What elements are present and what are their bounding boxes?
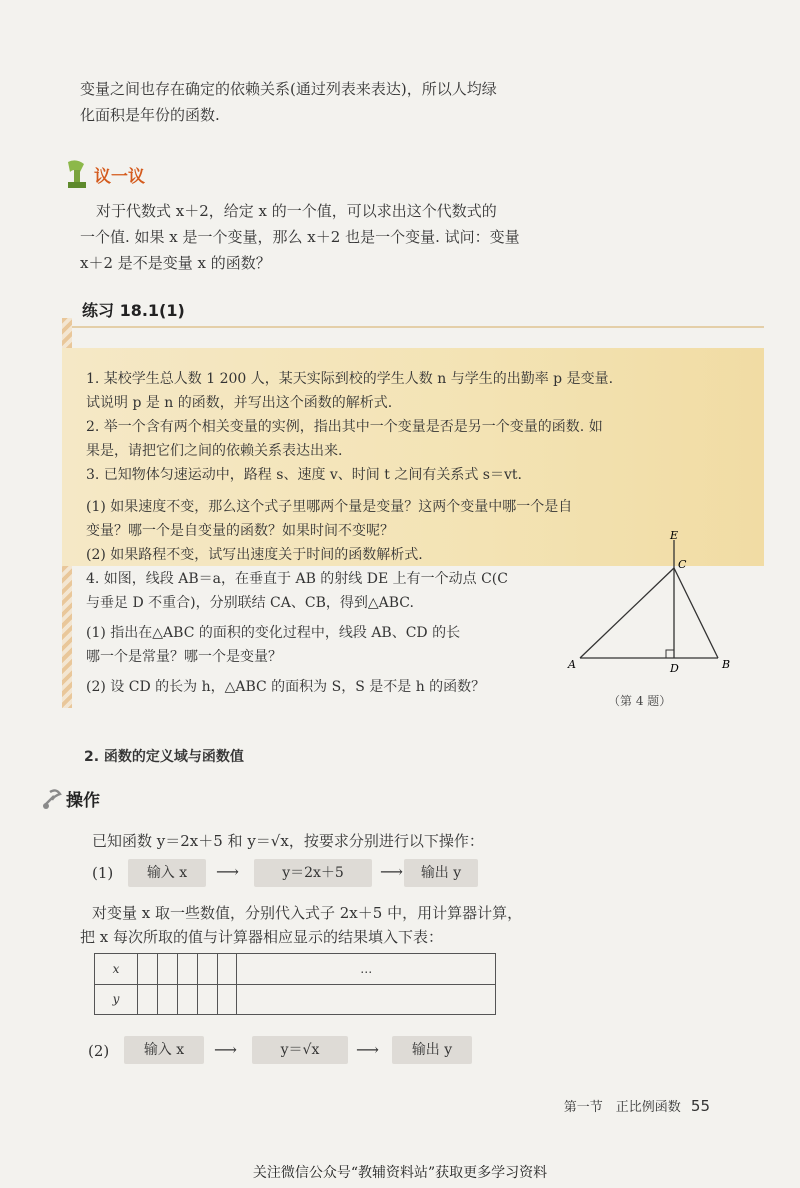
exercise-line-9: 4. 如图，线段 AB＝a，在垂直于 AB 的射线 DE 上有一个动点 C(C [86, 571, 508, 587]
page-number: 55 [690, 1097, 710, 1115]
intro-line-2: 化面积是年份的函数. [80, 106, 220, 124]
label-d: D [670, 662, 679, 675]
exercise-title: 练习 18.1(1) [82, 301, 185, 320]
intro-line-1: 变量之间也存在确定的依赖关系(通过列表来表达)，所以人均绿 [80, 80, 497, 98]
exercise-line-6: (1) 如果速度不变，那么这个式子里哪两个量是变量？这两个变量中哪一个是自 [86, 499, 573, 515]
table-cell[interactable] [217, 954, 237, 985]
flow1-function-box: y＝2x＋5 [254, 859, 372, 887]
table-cell[interactable] [157, 984, 177, 1015]
flow2-output-box: 输出 y [392, 1036, 472, 1064]
triangle-figure [566, 530, 746, 680]
segment-ca [580, 568, 674, 658]
flow2-function-box: y＝√x [252, 1036, 348, 1064]
flow1-arrow-1: ⟶ [216, 862, 239, 881]
footer-section: 第一节 正比例函数 [563, 1100, 681, 1115]
discuss-line-1: 对于代数式 x＋2，给定 x 的一个值，可以求出这个代数式的 [96, 202, 497, 220]
exercise-line-3: 2. 举一个含有两个相关变量的实例，指出其中一个变量是否是另一个变量的函数. 如 [86, 419, 603, 435]
exercise-line-1: 1. 某校学生总人数 1 200 人，某天实际到校的学生人数 n 与学生的出勤率 p 是变量. [86, 371, 614, 387]
exercise-line-7: 变量？哪一个是自变量的函数？如果时间不变呢？ [86, 523, 394, 539]
exercise-line-5: 3. 已知物体匀速运动中，路程 s、速度 v、时间 t 之间有关系式 s＝vt. [86, 467, 522, 483]
table-row [95, 954, 496, 985]
section-2-title: 2. 函数的定义域与函数值 [84, 749, 244, 765]
table-row [95, 984, 496, 1015]
exercise-line-13: (2) 设 CD 的长为 h，△ABC 的面积为 S，S 是不是 h 的函数？ [86, 679, 486, 695]
discuss-heading [62, 158, 242, 194]
operation-intro: 已知函数 y＝2x＋5 和 y＝√x，按要求分别进行以下操作： [92, 832, 484, 850]
flow2-arrow-1: ⟶ [214, 1040, 237, 1059]
operation-title: 操作 [66, 791, 100, 811]
discuss-title: 议一议 [94, 167, 145, 187]
flow1-output-box: 输出 y [404, 859, 478, 887]
table-cell[interactable] [138, 984, 158, 1015]
table-cell[interactable] [177, 984, 197, 1015]
exercise-line-4: 果是，请把它们之间的依赖关系表达出来. [86, 443, 343, 459]
table-cell[interactable] [237, 984, 496, 1015]
value-table [94, 953, 496, 1015]
figure-caption: （第 4 题） [608, 694, 672, 708]
flow2-input-box: 输入 x [124, 1036, 204, 1064]
label-a: A [568, 658, 576, 671]
flow1-arrow-2: ⟶ [380, 862, 403, 881]
table-cell[interactable] [197, 954, 217, 985]
label-c: C [678, 558, 687, 571]
watermark-text: 关注微信公众号“教辅资料站”获取更多学习资料 [252, 1165, 548, 1181]
exercise-line-12: 哪一个是常量？哪一个是变量？ [86, 649, 282, 665]
flow1-input-box: 输入 x [128, 859, 206, 887]
discuss-icon [62, 158, 92, 192]
table-cell[interactable] [197, 984, 217, 1015]
table-cell[interactable] [138, 954, 158, 985]
flow1-number: (1) [92, 864, 114, 882]
operation-icon [40, 786, 66, 812]
exercise-line-8: (2) 如果路程不变，试写出速度关于时间的函数解析式. [86, 547, 423, 563]
flow2-arrow-2: ⟶ [356, 1040, 379, 1059]
table-cell[interactable] [177, 954, 197, 985]
table-cell[interactable] [157, 954, 177, 985]
operation-para-1: 对变量 x 取一些数值，分别代入式子 2x＋5 中，用计算器计算， [92, 904, 523, 922]
table-y-label: y [95, 984, 138, 1015]
right-angle-mark [666, 650, 674, 658]
segment-cb [674, 568, 718, 658]
page-footer [564, 1096, 710, 1115]
discuss-line-3: x＋2 是不是变量 x 的函数？ [80, 254, 271, 272]
exercise-line-2: 试说明 p 是 n 的函数，并写出这个函数的解析式. [86, 395, 393, 411]
exercise-divider [62, 326, 764, 328]
discuss-line-2: 一个值. 如果 x 是一个变量，那么 x＋2 也是一个变量. 试问：变量 [80, 228, 520, 246]
exercise-line-10: 与垂足 D 不重合)，分别联结 CA、CB，得到△ABC. [86, 595, 414, 611]
flow2-number: (2) [88, 1042, 110, 1060]
table-cell[interactable] [217, 984, 237, 1015]
table-ellipsis: … [237, 954, 496, 985]
label-b: B [722, 658, 731, 671]
table-x-label: x [95, 954, 138, 985]
exercise-line-11: (1) 指出在△ABC 的面积的变化过程中，线段 AB、CD 的长 [86, 625, 461, 641]
operation-para-2: 把 x 每次所取的值与计算器相应显示的结果填入下表： [80, 928, 443, 946]
label-e: E [670, 530, 679, 542]
